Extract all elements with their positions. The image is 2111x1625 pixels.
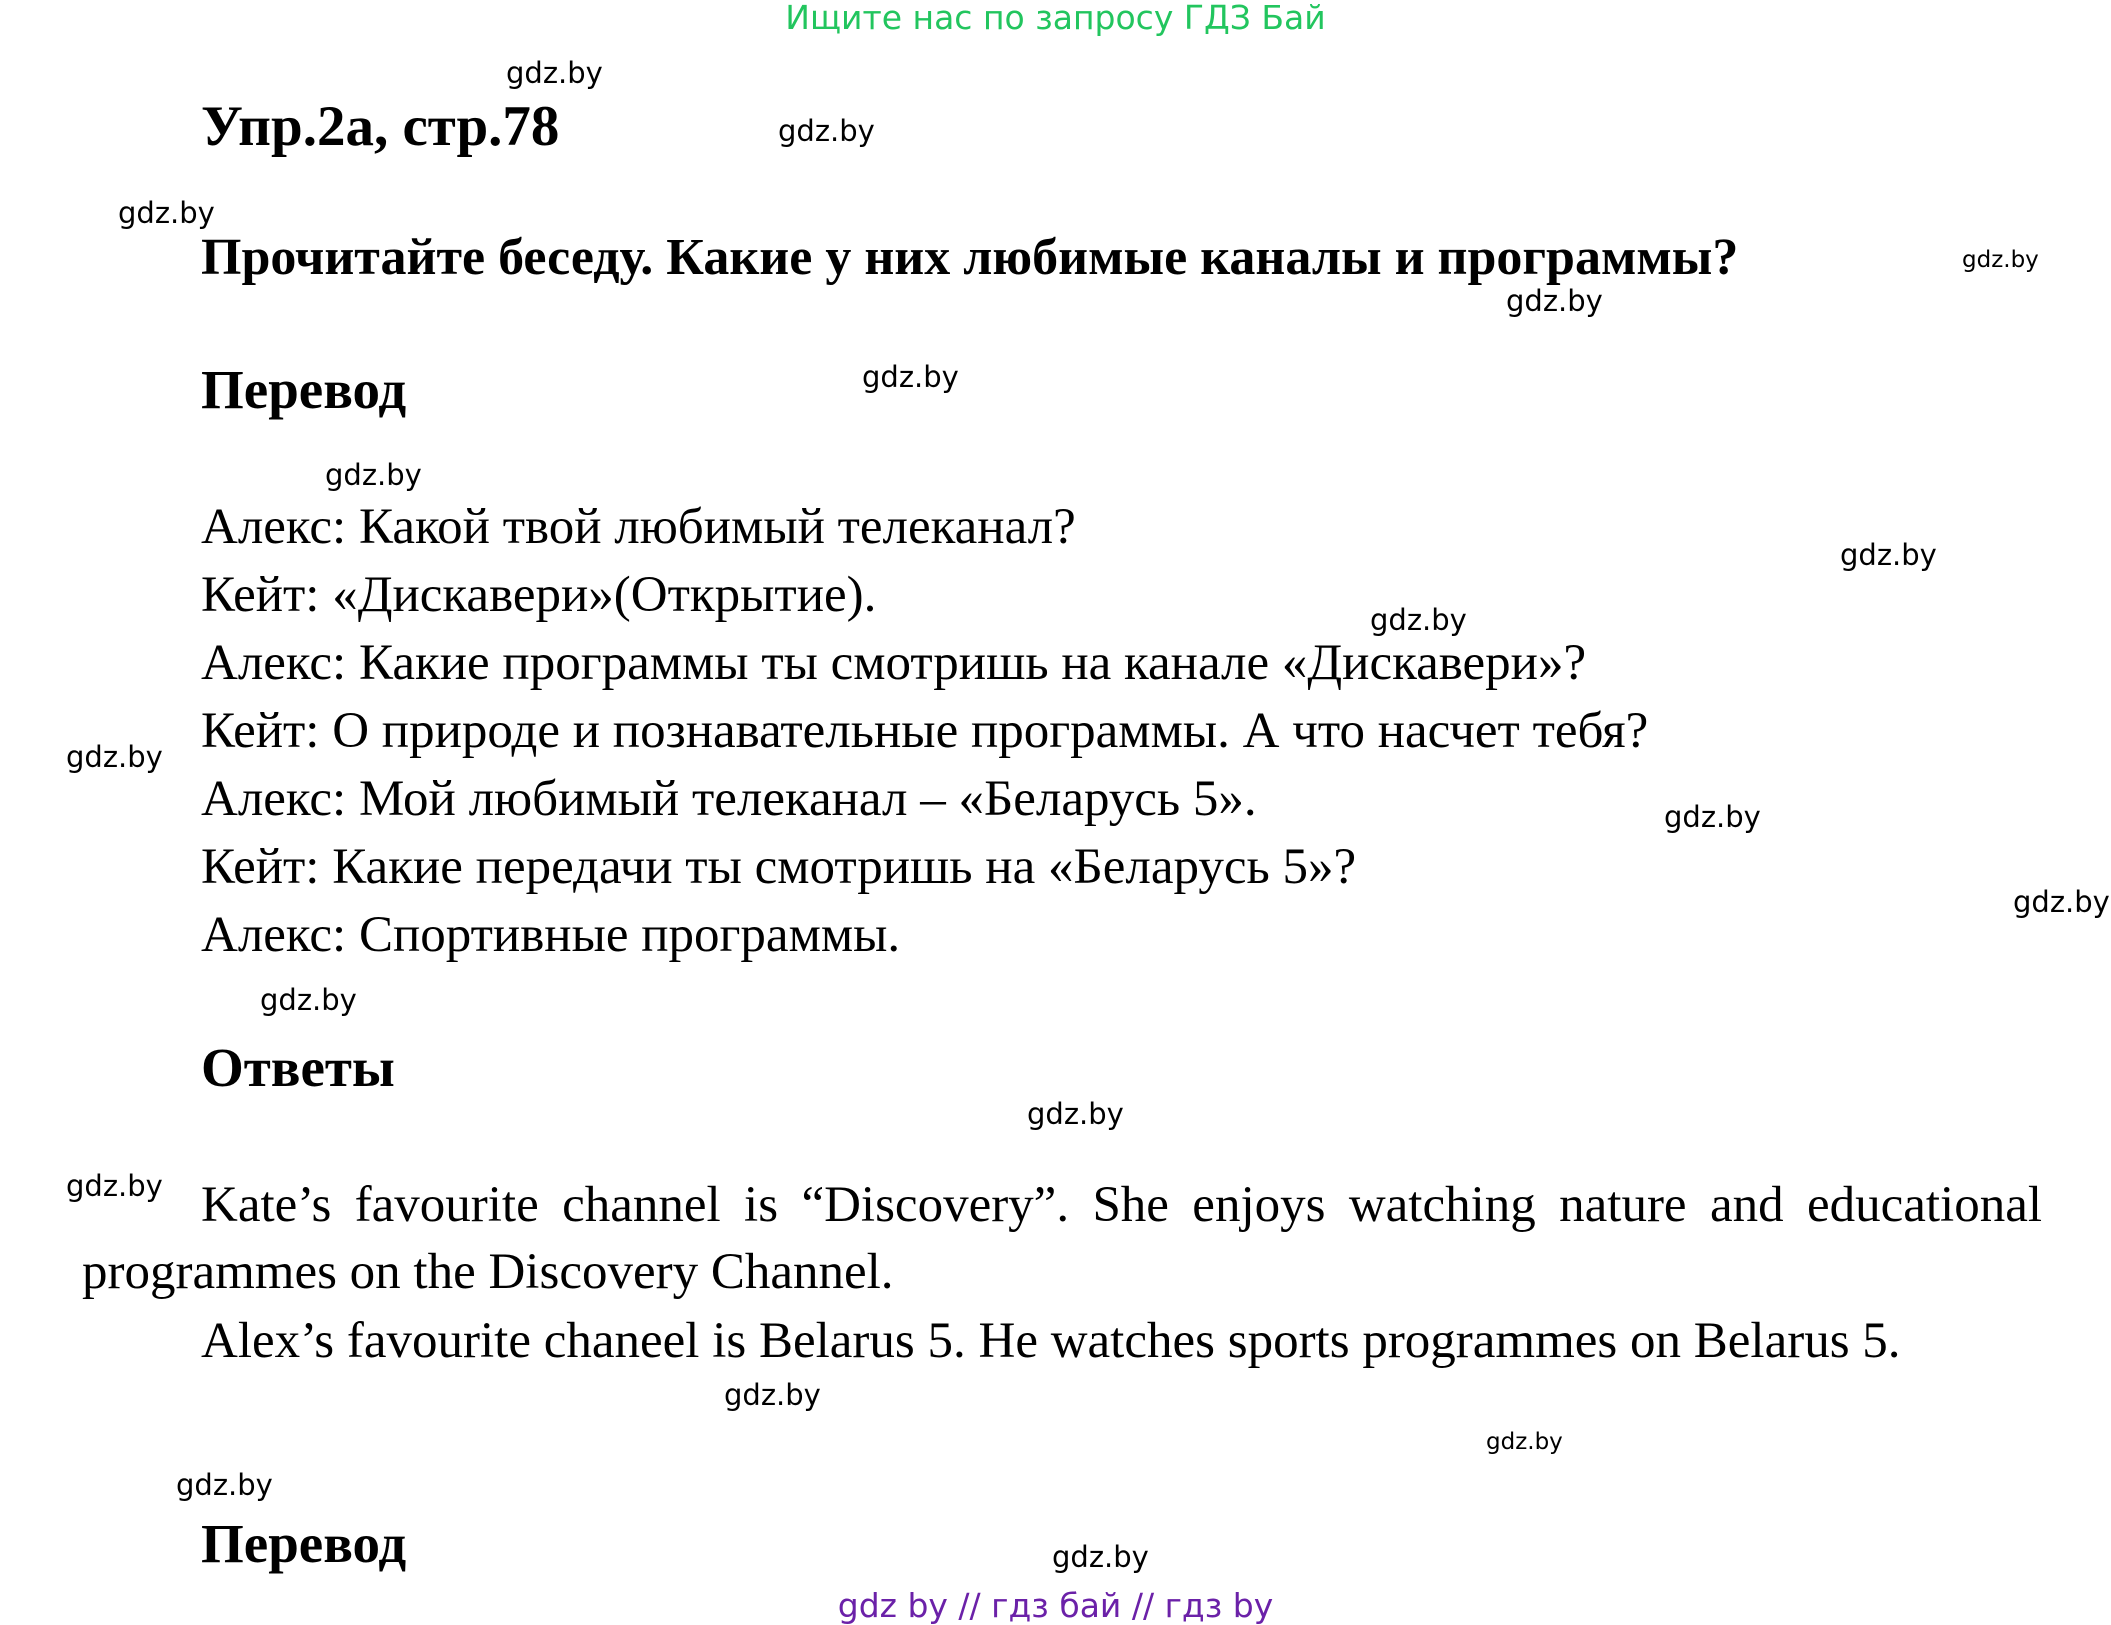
watermark: gdz.by [1027,1097,1124,1131]
watermark: gdz.by [724,1378,821,1412]
dialogue-line: Кейт: «Дискавери»(Открытие). [201,567,877,623]
watermark: gdz.by [1962,247,2039,273]
watermark: gdz.by [1052,1540,1149,1574]
answer-paragraph: Kate’s favourite channel is “Discovery”. She enjoys watching nature and educational programmes on the Discovery Channel. [82,1177,2042,1300]
translation-heading-2: Перевод [201,1513,407,1574]
watermark: gdz.by [1664,800,1761,834]
watermark: gdz.by [260,983,357,1017]
exercise-title: Упр.2а, стр.78 [201,95,560,158]
watermark: gdz.by [2013,885,2110,919]
watermark: gdz.by [1506,284,1603,318]
footer-links: gdz by // гдз бай // гдз by [837,1586,1274,1625]
watermark: gdz.by [325,458,422,492]
watermark: gdz.by [176,1468,273,1502]
watermark: gdz.by [1486,1429,1563,1455]
translation-heading: Перевод [201,359,407,420]
watermark: gdz.by [66,740,163,774]
watermark: gdz.by [66,1169,163,1203]
dialogue-line: Алекс: Мой любимый телеканал – «Беларусь 5». [201,771,1257,827]
answers-heading: Ответы [201,1037,395,1098]
dialogue-line: Алекс: Какой твой любимый телеканал? [201,499,1076,555]
dialogue-line: Алекс: Какие программы ты смотришь на канале «Дискавери»? [201,635,1587,691]
task-instruction: Прочитайте беседу. Какие у них любимые каналы и программы? [201,229,1739,286]
dialogue-line: Кейт: Какие передачи ты смотришь на «Беларусь 5»? [201,839,1357,895]
watermark: gdz.by [1370,603,1467,637]
watermark: gdz.by [778,114,875,148]
top-banner: Ищите нас по запросу ГДЗ Бай [785,0,1326,37]
answer-paragraph: Alex’s favourite chaneel is Belarus 5. He watches sports programmes on Belarus 5. [201,1313,1901,1369]
watermark: gdz.by [118,196,215,230]
dialogue-line: Кейт: О природе и познавательные программы. А что насчет тебя? [201,703,1649,759]
watermark: gdz.by [506,56,603,90]
dialogue-line: Алекс: Спортивные программы. [201,907,901,963]
watermark: gdz.by [1840,538,1937,572]
watermark: gdz.by [862,360,959,394]
